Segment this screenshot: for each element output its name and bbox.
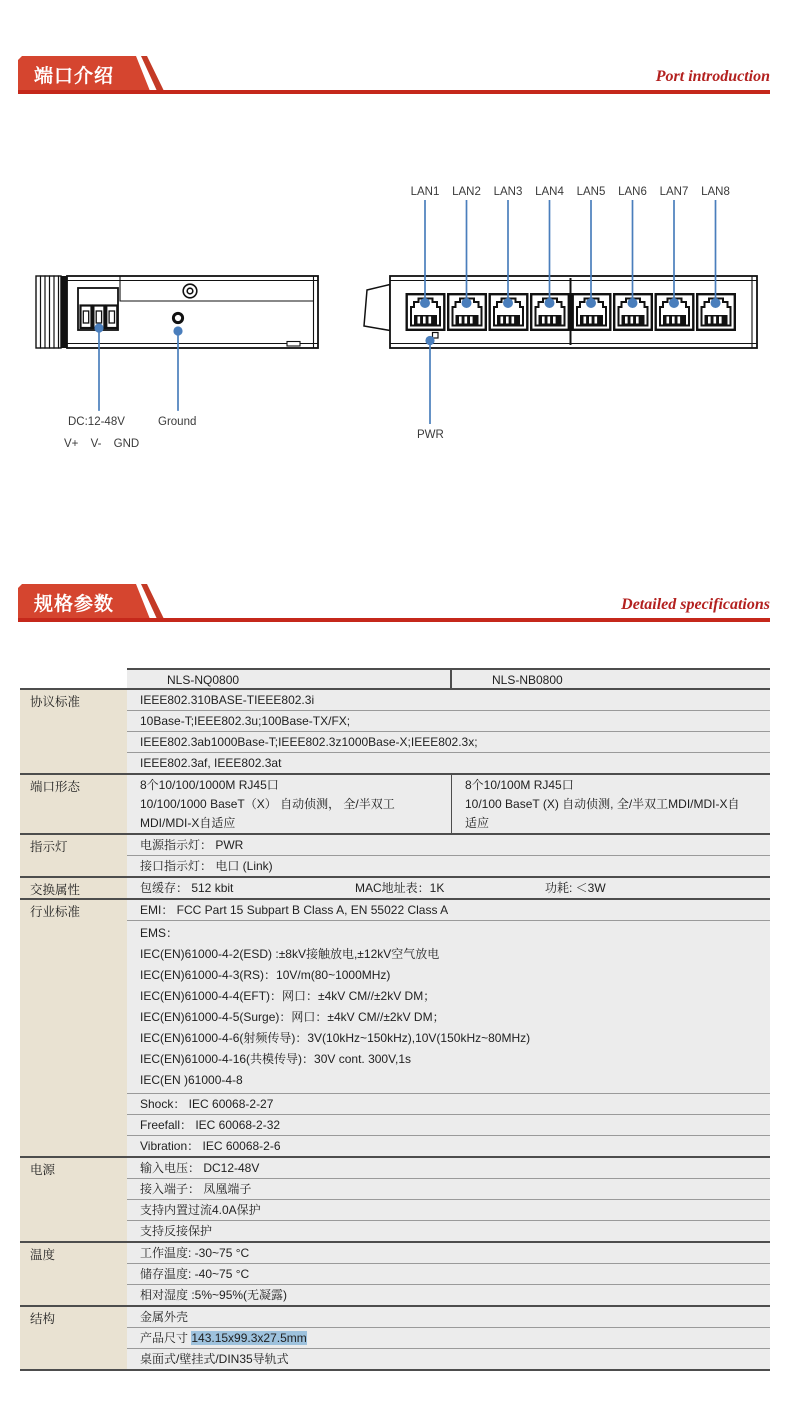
device-diagram bbox=[30, 128, 770, 473]
port-form-nb0800: 8个10/100M RJ45口 10/100 BaseT (X) 自动侦测, 全/半双工MDI/MDI-X自 适应 bbox=[465, 778, 740, 830]
section-title-ports: 端口介绍 bbox=[34, 66, 115, 87]
mac-table-spec: MAC地址表：1K bbox=[355, 881, 445, 895]
table-row: Freefall： IEC 60068-2-32 bbox=[127, 1115, 770, 1136]
table-row: 储存温度: -40~75 °C bbox=[127, 1264, 770, 1285]
table-row: IEEE802.3ab1000Base-T;IEEE802.3z1000Base-X;IEEE802.3x; bbox=[127, 732, 770, 753]
power-consumption-spec: 功耗: ＜3W bbox=[545, 881, 606, 895]
table-row: IEEE802.3af, IEEE802.3at bbox=[140, 756, 282, 770]
lan5-label: LAN5 bbox=[576, 186, 606, 198]
section-title-specs: 规格参数 bbox=[34, 594, 115, 615]
table-row: 支持反接保护 bbox=[140, 1224, 213, 1238]
section-subtitle-specs: Detailed specifications bbox=[621, 596, 770, 613]
section-subtitle-ports: Port introduction bbox=[655, 68, 770, 85]
model-column-2: NLS-NB0800 bbox=[452, 668, 770, 688]
dc-terminal-dot bbox=[94, 323, 103, 332]
section-banner-ports bbox=[18, 56, 178, 91]
section-power bbox=[20, 1158, 770, 1243]
lan4-label: LAN4 bbox=[535, 186, 564, 198]
model-column-1: NLS-NQ0800 bbox=[127, 668, 452, 688]
ground-label: Ground bbox=[158, 416, 197, 428]
table-header bbox=[20, 668, 770, 690]
ground-dot bbox=[173, 326, 182, 335]
row-label: 协议标准 bbox=[20, 690, 127, 773]
table-row: 10Base-T;IEEE802.3u;100Base-TX/FX; bbox=[127, 711, 770, 732]
row-label: 结构 bbox=[20, 1307, 127, 1369]
section-rule-specs bbox=[18, 618, 770, 622]
lan3-label: LAN3 bbox=[493, 186, 523, 198]
table-row: 金属外壳 bbox=[127, 1307, 770, 1328]
section-port-form bbox=[20, 775, 770, 835]
table-row: IEEE802.310BASE-TIEEE802.3i bbox=[127, 690, 770, 711]
section-indicators bbox=[20, 835, 770, 878]
row-label: 交换属性 bbox=[20, 878, 127, 898]
terminal-pins-label: V+ V- GND bbox=[64, 438, 140, 450]
dimensions-prefix: 产品尺寸 bbox=[140, 1331, 192, 1345]
port-form-nq0800: 8个10/100/1000M RJ45口 10/100/1000 BaseT（X） 自动侦测， 全/半双工 MDI/MDI-X自适应 bbox=[127, 775, 452, 833]
dimensions-highlighted: 143.15x99.3x27.5mm bbox=[191, 1331, 307, 1345]
table-row: Shock： IEC 60068-2-27 bbox=[127, 1094, 770, 1115]
ground-hole bbox=[173, 313, 182, 322]
table-row: Vibration： IEC 60068-2-6 bbox=[140, 1139, 281, 1153]
header-spacer bbox=[20, 668, 127, 688]
dimensions-row bbox=[127, 1328, 770, 1349]
table-row: EMI： FCC Part 15 Subpart B Class A, EN 55022 Class A bbox=[127, 900, 770, 921]
table-row: 输入电压： DC12-48V bbox=[127, 1158, 770, 1179]
pwr-label: PWR bbox=[417, 429, 444, 441]
lan2-label: LAN2 bbox=[452, 186, 481, 198]
lan6-label: LAN6 bbox=[618, 186, 647, 198]
row-label: 行业标准 bbox=[20, 900, 127, 1156]
pwr-led bbox=[433, 333, 439, 339]
din-clip bbox=[36, 276, 61, 348]
table-row: 桌面式/壁挂式/DIN35导轨式 bbox=[140, 1352, 289, 1366]
spec-table bbox=[20, 668, 770, 1371]
section-banner-specs bbox=[18, 584, 178, 619]
lan-labels bbox=[411, 186, 730, 198]
row-label: 温度 bbox=[20, 1243, 127, 1305]
section-protocol bbox=[20, 690, 770, 775]
row-label: 端口形态 bbox=[20, 775, 127, 833]
row-label: 电源 bbox=[20, 1158, 127, 1241]
ems-block: EMS： IEC(EN)61000-4-2(ESD) :±8kV接触放电,±12kV空气放电 IEC(EN)61000-4-3(RS)：10V/m(80~1000MHz) IEC(EN)61000-4-4(EFT)：网口：±4kV CM//±2kV DM； IEC(EN)61000-4-5(Surge)：网口：±4kV CM//±2kV DM； IEC(EN)61000-4-6(射频传导)：3V(10kHz~150kHz),10V(150kHz~80MHz) IEC(EN)61000-4-16(共模传导)：30V cont. 300V,1s IEC(EN )61000-4-8 bbox=[127, 921, 770, 1094]
table-row: 接入端子： 凤凰端子 bbox=[127, 1179, 770, 1200]
section-industry-standards bbox=[20, 900, 770, 1158]
section-rule-ports bbox=[18, 90, 770, 94]
table-row: 接口指示灯： 电口 (Link) bbox=[140, 859, 273, 873]
table-row: 工作温度: -30~75 °C bbox=[127, 1243, 770, 1264]
table-row: 电源指示灯： PWR bbox=[127, 835, 770, 856]
section-switching bbox=[20, 878, 770, 900]
lan1-label: LAN1 bbox=[410, 186, 440, 198]
section-temperature bbox=[20, 1243, 770, 1307]
screw-hole bbox=[183, 284, 197, 298]
side-tab bbox=[364, 285, 390, 331]
lan8-label: LAN8 bbox=[701, 186, 730, 198]
table-row: 相对湿度 :5%~95%(无凝露) bbox=[140, 1288, 288, 1302]
table-row: 支持内置过流4.0A保护 bbox=[127, 1200, 770, 1221]
device-side-view bbox=[36, 276, 318, 450]
section-structure bbox=[20, 1307, 770, 1371]
lan7-label: LAN7 bbox=[659, 186, 689, 198]
table-row bbox=[127, 878, 770, 898]
row-label: 指示灯 bbox=[20, 835, 127, 876]
bottom-notch bbox=[287, 342, 300, 347]
device-front-view bbox=[364, 186, 757, 441]
buffer-spec: 包缓存： 512 kbit bbox=[140, 881, 234, 895]
dc-label: DC:12-48V bbox=[68, 416, 125, 428]
